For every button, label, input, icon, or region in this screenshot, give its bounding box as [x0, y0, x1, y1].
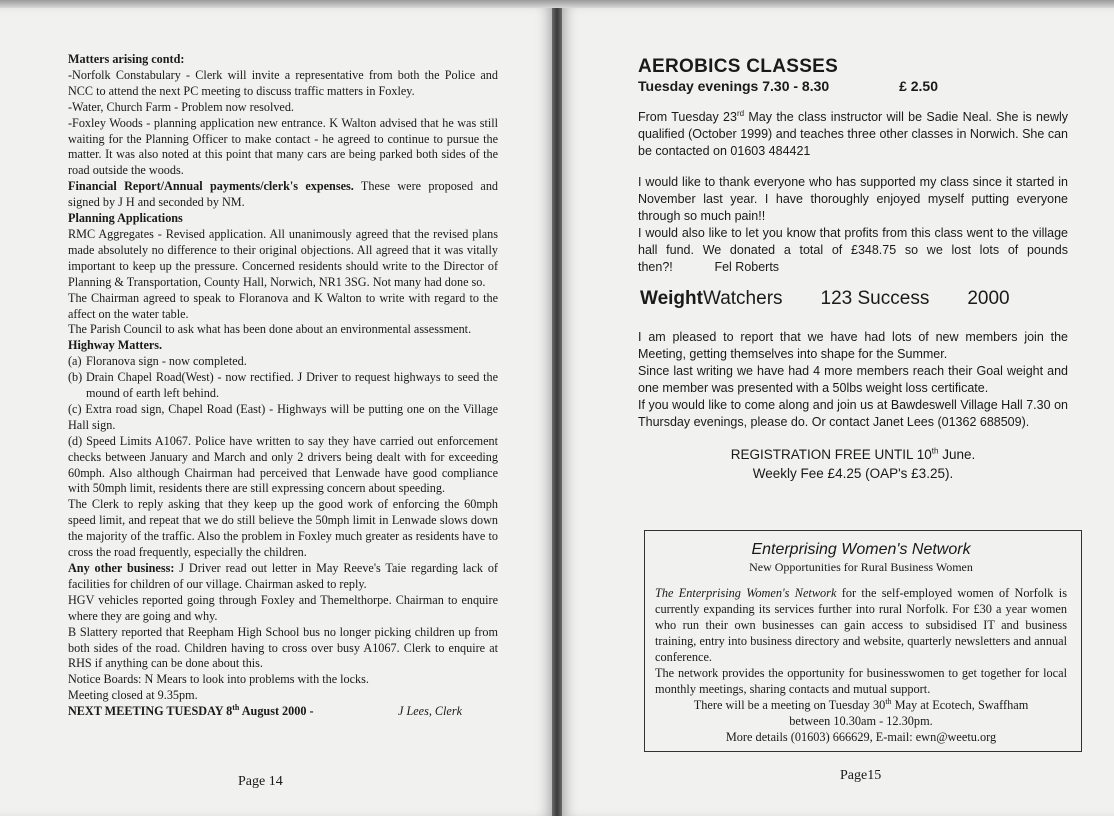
planning-item: RMC Aggregates - Revised application. All unanimously agreed that the revised plans made absolutely no difference to their original objections. All agreed that it was vitally important to keep up the pressure. Concerned residents should write to the Director of Planning & Transportation, County Hall, Norwich, NR1 3SG. Not many had done so.	[68, 226, 498, 289]
registration-line: REGISTRATION FREE UNTIL 10th June.	[730, 446, 976, 462]
financial-paragraph	[68, 179, 498, 211]
left-page	[0, 8, 552, 816]
ww-success: 123 Success	[820, 288, 930, 309]
weekly-fee: Weekly Fee £4.25 (OAP's £3.25).	[752, 466, 954, 481]
ww-paragraph: Since last writing we have had 4 more members reach their Goal weight and one member was presented with a 50lbs weight loss certificate.	[638, 364, 1068, 395]
ewn-paragraph: The network provides the opportunity for businesswomen to get together for local monthly meetings, sharing contacts and mutual support.	[655, 666, 1067, 696]
right-column	[638, 56, 1068, 483]
ww-logo-text: WeightWatchers	[640, 288, 783, 309]
closed-paragraph: Meeting closed at 9.35pm.	[68, 688, 198, 703]
ww-paragraph: If you would like to come along and join us at Bawdeswell Village Hall 7.30 on Thursday evenings, please do. Or contact Janet Lees (01362 688509).	[638, 398, 1068, 429]
financial-heading: Financial Report/Annual payments/clerk's expenses.	[68, 179, 354, 194]
instructor-paragraph: From Tuesday 23rd May the class instructor will be Sadie Neal. She is newly qualified (October 1999) and teaches three other classes in Norwich. She can be contacted on 01603 484421	[638, 108, 1069, 158]
highway-b-number: (b)	[68, 370, 83, 385]
binding-gutter	[552, 8, 562, 816]
highway-a-text: Floranova sign - now completed.	[86, 354, 247, 369]
aerobics-time: Tuesday evenings 7.30 - 8.30	[638, 78, 830, 94]
page-number-left: Page 14	[238, 774, 283, 789]
next-meeting-line	[68, 704, 498, 720]
ewn-meeting: There will be a meeting on Tuesday 30th May at Ecotech, Swaffham	[693, 696, 1029, 712]
financial-text: These were proposed and signed by J H and seconded by NM.	[68, 179, 499, 210]
ewn-contact: More details (01603) 666629, E-mail: ewn@weetu.org	[725, 730, 997, 744]
aob-paragraph	[68, 561, 498, 593]
highway-item-b	[68, 370, 498, 402]
aerobics-price: £ 2.50	[899, 78, 938, 94]
ewn-paragraph: The Enterprising Women's Network for the self-employed women of Norfolk is currently expanding its services further into rural Norfolk. For £30 a year women who run their own businesses can gain access to subsidised IT and business training, entry into business directory and website, quarterly newsletters and annual conference.	[655, 586, 1067, 664]
aerobics-title: AEROBICS CLASSES	[638, 56, 839, 77]
matters-item: -Norfolk Constabulary - Clerk will invite a representative from both the Police and NCC to attend the next PC meeting to discuss traffic matters in Foxley.	[68, 67, 498, 98]
ww-year: 2000	[967, 288, 1010, 309]
bus-paragraph: B Slattery reported that Reepham High School bus no longer picking children up from both sides of the road. Children having to cross over busy A1067. Clerk to enquire at RHS if anything can be done about this.	[68, 624, 498, 671]
ewn-time: between 10.30am - 12.30pm.	[789, 714, 933, 728]
highway-item-d: (d) Speed Limits A1067. Police have written to say they have carried out enforcement checks between January and March and only 2 drivers being dealt with for exceeding 60mph. Also although Chairman had perceived that Lenwade have good compliance with 50mph limit, residents there are still expressing concern about speeding.	[68, 433, 498, 496]
ewn-subtitle: New Opportunities for Rural Business Women	[749, 560, 973, 574]
thanks-paragraph: I would like to thank everyone who has supported my class since it started in November last year. I have thoroughly enjoyed myself putting everyone through so much pain!!	[638, 175, 1068, 223]
highway-clerk-reply: The Clerk to reply asking that they keep up the good work of enforcing the 60mph speed limit, and repeat that we do still believe the 50mph limit in Lenwade slows down the majority of the traffic. Also the problem in Foxley much greater as residents have to cross the road frequently, especially the children.	[68, 497, 498, 560]
aob-heading: Any other business:	[68, 561, 175, 575]
weightwatchers-heading	[640, 290, 1068, 307]
planning-heading: Planning Applications	[68, 211, 183, 226]
next-meeting: NEXT MEETING TUESDAY 8th August 2000 -	[68, 703, 314, 719]
scan-top-edge	[0, 0, 1114, 8]
ewn-box	[644, 530, 1082, 752]
clerk-signature: J Lees, Clerk	[398, 704, 462, 719]
aob-text: J Driver read out letter in May Reeve's Taie regarding lack of facilities for children of our village. Chairman asked to reply.	[68, 561, 498, 591]
planning-item: The Chairman agreed to speak to Floranova and K Walton to write with regard to the affect on the water table.	[68, 290, 498, 321]
signoff: Fel Roberts	[714, 260, 780, 274]
ewn-title: Enterprising Women's Network	[751, 541, 971, 558]
planning-item: The Parish Council to ask what has been done about an environmental assessment.	[68, 322, 472, 337]
aerobics-subtitle	[638, 78, 938, 95]
matters-item: -Water, Church Farm - Problem now resolved.	[68, 99, 294, 114]
highway-item-c: (c) Extra road sign, Chapel Road (East) - Highways will be putting one on the Village Hall sign.	[68, 401, 498, 432]
ww-paragraph: I am pleased to report that we have had lots of new members join the Meeting, getting themselves into shape for the Summer.	[638, 330, 1068, 361]
highway-item-a	[68, 354, 498, 370]
matters-item: -Foxley Woods - planning application new entrance. K Walton advised that he was still waiting for the Planning Officer to make contact - he agreed to continue to pursue the matter. It was also noted at this point that many cars are being parked both sides of the road outside the woods.	[68, 115, 498, 178]
highway-a-number: (a)	[68, 354, 82, 369]
highway-heading: Highway Matters.	[68, 338, 163, 353]
highway-b-text: Drain Chapel Road(West) - now rectified. J Driver to request highways to seed the mound of earth left behind.	[86, 370, 498, 401]
donation-paragraph: I would also like to let you know that profits from this class went to the village hall fund. We donated a total of £348.75 so we lost lots of pounds then?! Fel Roberts	[638, 226, 1068, 274]
matters-heading: Matters arising contd:	[68, 52, 185, 66]
hgv-paragraph: HGV vehicles reported going through Foxley and Themelthorpe. Chairman to enquire where they are going and why.	[68, 592, 498, 623]
minutes-column	[68, 52, 498, 720]
page-number-right: Page15	[840, 768, 882, 783]
notice-paragraph: Notice Boards: N Mears to look into problems with the locks.	[68, 672, 369, 687]
